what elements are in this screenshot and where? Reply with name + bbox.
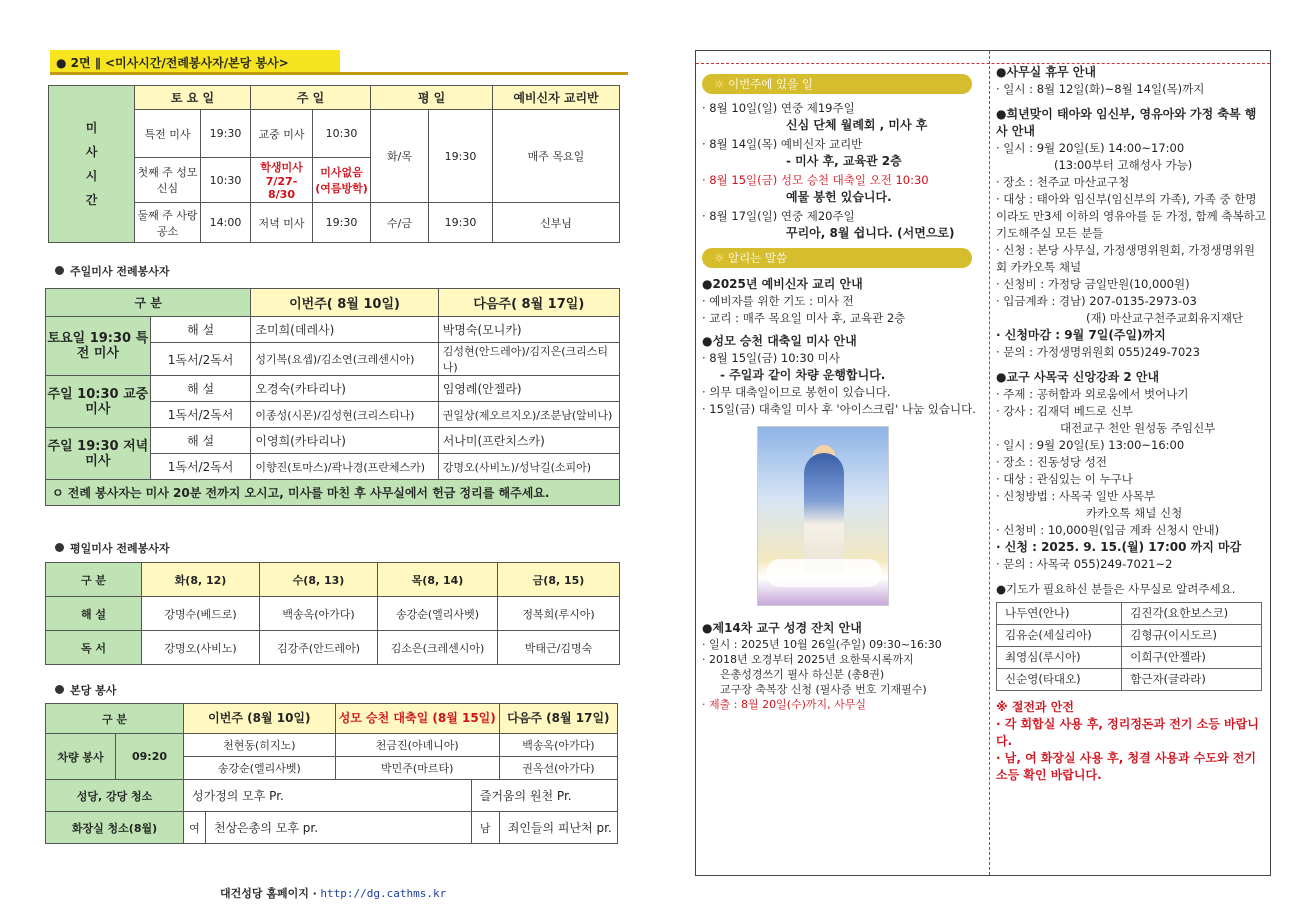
mary-figure bbox=[804, 453, 844, 573]
event-line: · 8월 10일(일) 연중 제19주일 bbox=[702, 101, 855, 115]
left-column bbox=[702, 74, 984, 712]
cell: 성가정의 모후 Pr. bbox=[184, 780, 472, 812]
role: 1독서/2독서 bbox=[150, 343, 251, 376]
servers-note: ㅇ 전례 봉사자는 미사 20분 전까지 오시고, 미사를 마친 후 사무실에서 헌금 정리를 해주세요. bbox=[46, 480, 620, 506]
notice-line: · 8월 15일(금) 10:30 미사 bbox=[702, 351, 840, 365]
notice-line: · 일시 : 2025년 10월 26일(주일) 09:30~16:30 bbox=[702, 638, 942, 651]
head-weekday: 평 일 bbox=[371, 86, 493, 110]
notice-line: · 일시 : 9월 20일(토) 14:00~17:00 bbox=[996, 141, 1185, 155]
notice-line: · 신청비 : 10,000원(입금 계좌 신청시 안내) bbox=[996, 523, 1220, 537]
head: 구 분 bbox=[46, 704, 184, 734]
cell: 박민주(마르타) bbox=[335, 757, 499, 780]
cell: 강명수(베드로) bbox=[142, 597, 260, 631]
event-line: · 8월 15일(금) 성모 승천 대축일 오전 10:30 bbox=[702, 173, 929, 187]
cell: 강명오(사비노)/성낙길(소피아) bbox=[438, 454, 619, 480]
group-label: 주일 19:30 저녁 미사 bbox=[46, 428, 151, 480]
weekday-servers-table bbox=[45, 562, 620, 665]
notice-line: · 제출 : 8월 20일(수)까지, 사무실 bbox=[702, 698, 867, 711]
notice-line: · 신청마감 : 9월 7일(주일)까지 bbox=[996, 328, 1166, 342]
cell: 저녁 미사 bbox=[251, 203, 313, 243]
cell: 오경숙(카타리나) bbox=[251, 376, 438, 402]
cell: 즐거움의 원천 Pr. bbox=[471, 780, 617, 812]
notice-line: · 문의 : 가정생명위원회 055)249-7023 bbox=[996, 345, 1200, 359]
notice-line: · 대상 : 태아와 임신부(임신부의 가족), 가족 중 한명이라도 만3세 이하의 영유아를 둔 가정, 함께 축복하고 기도해주실 모든 분들 bbox=[996, 192, 1266, 240]
notice-line: (13:00부터 고해성사 가능) bbox=[1054, 158, 1193, 172]
cell: 10:30 bbox=[313, 110, 371, 158]
notice-line: · 장소 : 천주교 마산교구청 bbox=[996, 175, 1130, 189]
cell: 화/목 bbox=[371, 110, 429, 203]
cell: 정복희(루시아) bbox=[498, 597, 620, 631]
notice-line: 은총성경쓰기 필사 하신분 (총8권) bbox=[720, 668, 885, 681]
cell: 이영희(카타리나) bbox=[251, 428, 438, 454]
cell: 교중 미사 bbox=[251, 110, 313, 158]
head: 구 분 bbox=[46, 289, 251, 317]
head: 다음주 (8월 17일) bbox=[499, 704, 617, 734]
this-week-banner: ☼ 이번주에 있을 일 bbox=[702, 74, 972, 94]
cell: 임영례(안젤라) bbox=[438, 376, 619, 402]
cell: 14:00 bbox=[201, 203, 251, 243]
role: 독 서 bbox=[46, 631, 142, 665]
wc-label: 화장실 청소(8월) bbox=[46, 812, 184, 844]
notice-line: 대전교구 천안 원성동 주임신부 bbox=[1060, 421, 1216, 435]
notice-line: · 신청비 : 가정당 금일만원(10,000원) bbox=[996, 277, 1190, 291]
footer bbox=[220, 885, 446, 901]
cell: 첫째 주 성모 신심 bbox=[135, 158, 201, 203]
cell: 미사없음 (여름방학) bbox=[313, 158, 371, 203]
event-line: 신심 단체 월례회 , 미사 후 bbox=[786, 118, 928, 132]
page-section-header: ● 2면 ∥ <미사시간/전례봉사자/본당 봉사> bbox=[50, 50, 340, 72]
head: 이번주( 8월 10일) bbox=[251, 289, 438, 317]
cell: 김강주(안드레아) bbox=[260, 631, 378, 665]
cell: 둘째 주 사랑 공소 bbox=[135, 203, 201, 243]
notice-title: ●기도가 필요하신 분들은 사무실로 알려주세요. bbox=[996, 582, 1236, 596]
cell: 이종성(시몬)/김성현(크리스티나) bbox=[251, 402, 438, 428]
event-line: 예물 봉헌 있습니다. bbox=[786, 190, 892, 204]
cloud bbox=[766, 559, 882, 587]
sun-icon: ☼ bbox=[714, 251, 728, 265]
notice-line: 카카오톡 채널 신청 bbox=[1086, 506, 1183, 520]
cell: 천상은총의 모후 pr. bbox=[206, 812, 472, 844]
notice-line: · 문의 : 사목국 055)249-7021~2 bbox=[996, 557, 1173, 571]
cell: 남 bbox=[471, 812, 499, 844]
notice-line: · 남, 여 화장실 사용 후, 청결 사용과 수도와 전기 소등 확인 바랍니다. bbox=[996, 751, 1256, 782]
sun-icon: ☼ bbox=[714, 77, 728, 91]
mass-time-table bbox=[48, 85, 620, 243]
head: 이번주 (8월 10일) bbox=[184, 704, 336, 734]
homepage-link[interactable]: http://dg.cathms.kr bbox=[320, 887, 447, 900]
role: 해 설 bbox=[150, 376, 251, 402]
cell: 김성현(안드레아)/김지은(크리스티나) bbox=[438, 343, 619, 376]
bullet-icon bbox=[55, 266, 64, 275]
head-catechism: 예비신자 교리반 bbox=[493, 86, 620, 110]
role: 해 설 bbox=[150, 428, 251, 454]
notice-line: · 의무 대축일이므로 봉헌이 있습니다. bbox=[702, 385, 891, 399]
section-title-weekday: 평일미사 전례봉사자 bbox=[55, 540, 169, 556]
event-line: 꾸리아, 8월 쉽니다. (서면으로) bbox=[786, 226, 955, 240]
role: 1독서/2독서 bbox=[150, 402, 251, 428]
notice-line: · 입금계좌 : 경남) 207-0135-2973-03 bbox=[996, 294, 1197, 308]
cell: 김진각(요한보스코) bbox=[1122, 603, 1262, 625]
cell: 박명숙(모니카) bbox=[438, 317, 619, 343]
assumption-of-mary-image bbox=[757, 426, 889, 606]
header-rule bbox=[50, 72, 628, 75]
notice-line: · 교리 : 매주 목요일 미사 후, 교육관 2층 bbox=[702, 311, 906, 325]
event-line: · 8월 14일(목) 예비신자 교리반 bbox=[702, 137, 863, 151]
notice-line: - 주일과 같이 차량 운행합니다. bbox=[720, 368, 886, 382]
cell: 이향진(토마스)/곽나경(프란체스카) bbox=[251, 454, 438, 480]
notice-title: ●제14차 교구 성경 잔치 안내 bbox=[702, 621, 862, 635]
cell: 김형규(이시도르) bbox=[1122, 625, 1262, 647]
notice-title: ●2025년 예비신자 교리 안내 bbox=[702, 277, 863, 291]
car-label: 차량 봉사 bbox=[46, 734, 116, 780]
footer-label: 대건성당 홈페이지 · bbox=[220, 887, 317, 900]
head: 화(8, 12) bbox=[142, 563, 260, 597]
cell: 송강순(엘리사벳) bbox=[378, 597, 498, 631]
notice-line: · 15일(금) 대축일 미사 후 '아이스크림' 나눔 있습니다. bbox=[702, 402, 976, 416]
head: 성모 승천 대축일 (8월 15일) bbox=[335, 704, 499, 734]
notice-line: · 대상 : 관심있는 이 누구나 bbox=[996, 472, 1133, 486]
notice-title: ●교구 사목국 신앙강좌 2 안내 bbox=[996, 370, 1160, 384]
cell: 19:30 bbox=[429, 203, 493, 243]
head: 금(8, 15) bbox=[498, 563, 620, 597]
event-line: · 8월 17일(일) 연중 제20주일 bbox=[702, 209, 855, 223]
event-line: - 미사 후, 교육관 2층 bbox=[786, 154, 902, 168]
notice-banner: ☼ 알리는 말씀 bbox=[702, 248, 972, 268]
cell: 강명오(사비노) bbox=[142, 631, 260, 665]
cell: 수/금 bbox=[371, 203, 429, 243]
notice-title: ●성모 승천 대축일 미사 안내 bbox=[702, 334, 857, 348]
mass-time-label: 미 사 시 간 bbox=[49, 86, 135, 243]
cell: 19:30 bbox=[201, 110, 251, 158]
notice-line: · 2018년 오경부터 2025년 요한묵시록까지 bbox=[702, 653, 914, 666]
sunday-servers-table bbox=[45, 288, 620, 506]
notice-line: · 일시 : 9월 20일(토) 13:00~16:00 bbox=[996, 438, 1185, 452]
cell: 서나미(프란치스카) bbox=[438, 428, 619, 454]
notice-line: · 신청 : 2025. 9. 15.(월) 17:00 까지 마감 bbox=[996, 540, 1242, 554]
right-column bbox=[996, 64, 1266, 784]
cell: 매주 목요일 bbox=[493, 110, 620, 203]
divider bbox=[989, 51, 990, 875]
notice-line: 교구장 축복장 신청 (필사증 번호 기재필수) bbox=[720, 683, 927, 696]
cell: 송강순(엘리사벳) bbox=[184, 757, 336, 780]
cell: 백송옥(아가다) bbox=[499, 734, 617, 757]
bullet-icon bbox=[55, 685, 64, 694]
hall-label: 성당, 강당 청소 bbox=[46, 780, 184, 812]
cell: 나두연(안나) bbox=[997, 603, 1122, 625]
cell: 학생미사 7/27-8/30 bbox=[251, 158, 313, 203]
cell: 특전 미사 bbox=[135, 110, 201, 158]
role: 해 설 bbox=[150, 317, 251, 343]
head: 구 분 bbox=[46, 563, 142, 597]
section-title-parish: 본당 봉사 bbox=[55, 682, 116, 698]
cell: 조미희(데레사) bbox=[251, 317, 438, 343]
notice-title: ●희년맞이 태아와 임신부, 영유아와 가정 축복 행사 안내 bbox=[996, 107, 1257, 138]
head: 수(8, 13) bbox=[260, 563, 378, 597]
parish-service-table bbox=[45, 703, 618, 844]
cell: 김소은(크레센시아) bbox=[378, 631, 498, 665]
cell: 권옥선(아가다) bbox=[499, 757, 617, 780]
prayer-request-table bbox=[996, 602, 1262, 691]
cell: 천현동(히지노) bbox=[184, 734, 336, 757]
notice-line: · 강사 : 김재덕 베드로 신부 bbox=[996, 404, 1133, 418]
notice-line: · 신청 : 본당 사무실, 가정생명위원회, 가정생명위원회 카카오톡 채널 bbox=[996, 243, 1255, 274]
head: 다음주( 8월 17일) bbox=[438, 289, 619, 317]
cell: 함근자(글라라) bbox=[1122, 669, 1262, 691]
notice-line: · 예비자를 위한 기도 : 미사 전 bbox=[702, 294, 854, 308]
cell: 19:30 bbox=[313, 203, 371, 243]
cell: 여 bbox=[184, 812, 206, 844]
notice-line: · 신청방법 : 사목국 일반 사목부 bbox=[996, 489, 1156, 503]
head-sunday: 주 일 bbox=[251, 86, 371, 110]
cell: 이희구(안젤라) bbox=[1122, 647, 1262, 669]
cell: 신순영(타대오) bbox=[997, 669, 1122, 691]
cell: 박태근/김명숙 bbox=[498, 631, 620, 665]
car-time: 09:20 bbox=[116, 734, 184, 780]
notice-line: · 일시 : 8월 12일(화)~8월 14일(목)까지 bbox=[996, 82, 1205, 96]
notice-line: · 장소 : 진동성당 성전 bbox=[996, 455, 1108, 469]
head: 목(8, 14) bbox=[378, 563, 498, 597]
cell: 신부님 bbox=[493, 203, 620, 243]
cell: 성기복(요셉)/김소연(크레센시아) bbox=[251, 343, 438, 376]
role: 1독서/2독서 bbox=[150, 454, 251, 480]
cell: 최영심(루시아) bbox=[997, 647, 1122, 669]
notice-title: ●사무실 휴무 안내 bbox=[996, 65, 1096, 79]
notice-line: · 각 회합실 사용 후, 정리정돈과 전기 소등 바랍니다. bbox=[996, 717, 1259, 748]
group-label: 토요일 19:30 특전 미사 bbox=[46, 317, 151, 376]
cell: 김유순(세실리아) bbox=[997, 625, 1122, 647]
cell: 천금진(아녜니아) bbox=[335, 734, 499, 757]
head-saturday: 토 요 일 bbox=[135, 86, 251, 110]
bullet-icon bbox=[55, 543, 64, 552]
role: 해 설 bbox=[46, 597, 142, 631]
cell: 백송옥(아가다) bbox=[260, 597, 378, 631]
cell: 19:30 bbox=[429, 110, 493, 203]
group-label: 주일 10:30 교중 미사 bbox=[46, 376, 151, 428]
cell: 10:30 bbox=[201, 158, 251, 203]
notice-title: ※ 절전과 안전 bbox=[996, 700, 1074, 714]
cell: 권일상(제오르지오)/조분남(알비나) bbox=[438, 402, 619, 428]
notice-line: (재) 마산교구천주교회유지재단 bbox=[1086, 311, 1244, 325]
notice-line: · 주제 : 공허함과 외로움에서 벗어나기 bbox=[996, 387, 1189, 401]
cell: 죄인들의 피난처 pr. bbox=[499, 812, 617, 844]
section-title-sunday: 주일미사 전례봉사자 bbox=[55, 263, 169, 279]
